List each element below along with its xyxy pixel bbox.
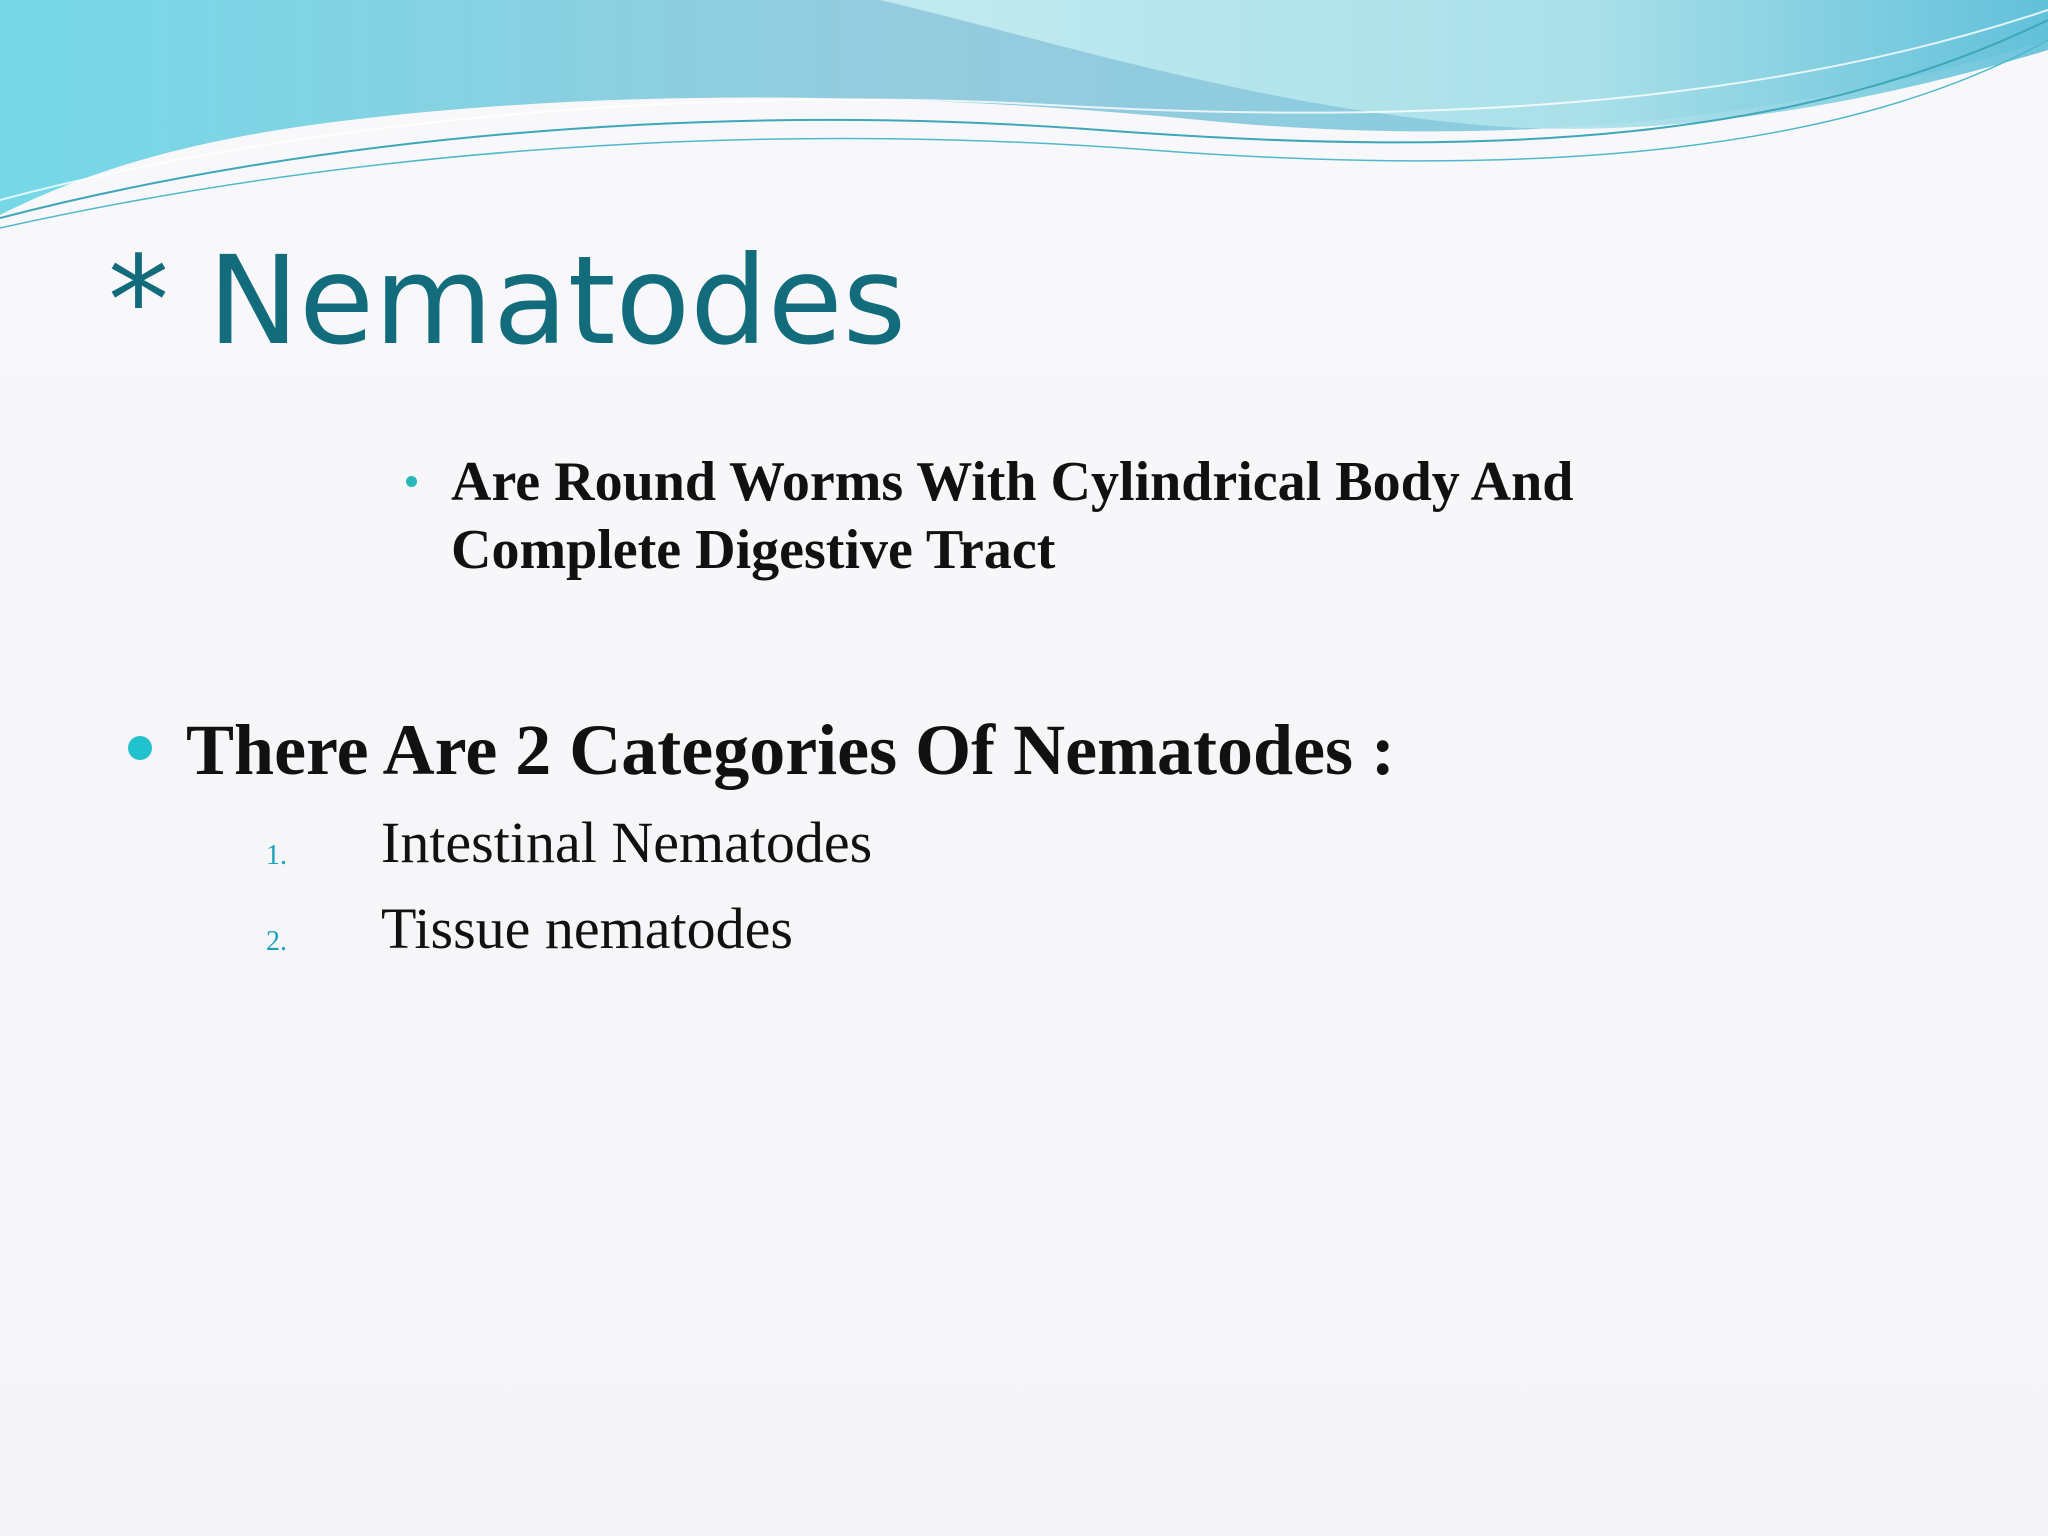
categories-list xyxy=(266,808,1666,980)
definition-bullet xyxy=(398,448,1698,584)
bullet-dot-icon xyxy=(128,736,152,760)
definition-line-1: Are Round Worms With Cylindrical Body And xyxy=(451,451,1574,513)
header-wave-decoration xyxy=(0,0,2048,240)
categories-bullet xyxy=(128,706,1728,794)
bullet-dot-icon xyxy=(406,476,417,487)
list-item-number: 1. xyxy=(266,840,287,871)
list-item xyxy=(266,808,1666,894)
list-item-number: 2. xyxy=(266,926,287,957)
list-item xyxy=(266,894,1666,980)
definition-line-2: Complete Digestive Tract xyxy=(451,519,1056,581)
categories-heading: There Are 2 Categories Of Nematodes : xyxy=(186,710,1396,790)
slide-title: * Nematodes xyxy=(108,230,907,372)
list-item-label: Tissue nematodes xyxy=(381,896,793,961)
list-item-label: Intestinal Nematodes xyxy=(381,810,873,875)
definition-text xyxy=(451,448,1698,584)
